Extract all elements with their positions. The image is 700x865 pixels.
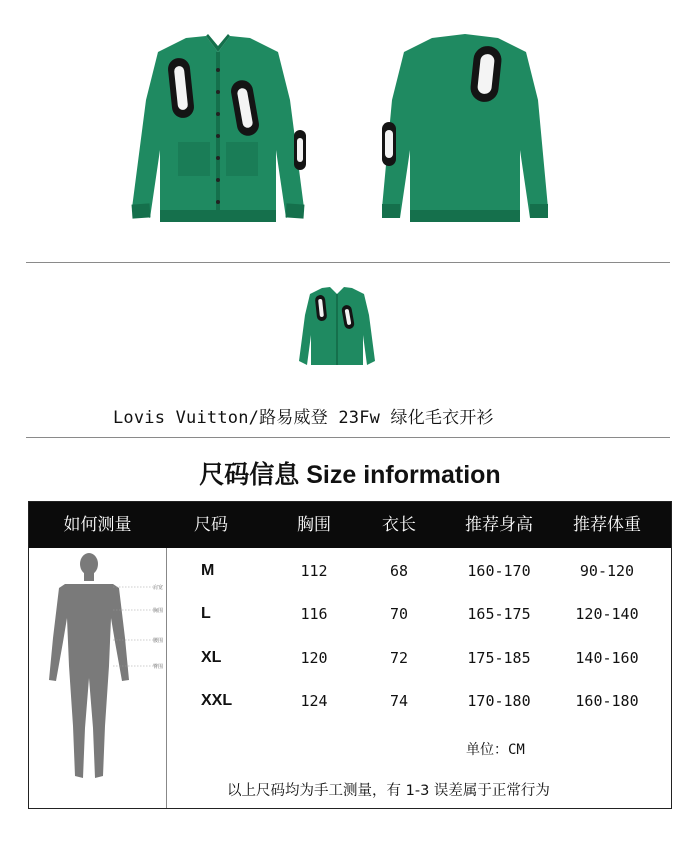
row-l-height: 165-175: [467, 605, 531, 623]
size-table-header: [29, 502, 671, 548]
row-xl-length: 72: [389, 649, 409, 667]
row-l-chest: 116: [300, 605, 328, 623]
back-view-photo: [380, 30, 550, 230]
section-divider: [26, 437, 670, 438]
row-xxl-weight: 160-180: [575, 692, 639, 710]
header-chest: 胸围: [297, 515, 331, 535]
row-xl-size: XL: [201, 649, 222, 666]
header-how-to-measure: 如何测量: [63, 515, 132, 535]
row-xxl-height: 170-180: [467, 692, 531, 710]
figure-label-hip: 臀围: [153, 664, 164, 670]
section-divider: [26, 262, 670, 263]
product-title: Lovis Vuitton/路易威登 23Fw 绿化毛衣开衫: [113, 408, 494, 428]
row-xl-weight: 140-160: [575, 649, 639, 667]
header-size: 尺码: [194, 515, 228, 535]
unit-note: 单位：CM: [466, 742, 525, 758]
thumbnail-photo: [298, 285, 376, 367]
row-xxl-chest: 124: [300, 692, 328, 710]
row-xl-chest: 120: [300, 649, 328, 667]
figure-label-shoulder: 肩宽: [153, 585, 164, 591]
row-m-weight: 90-120: [579, 562, 635, 580]
row-l-length: 70: [389, 605, 409, 623]
measurement-figure-cell: [29, 548, 167, 808]
row-m-height: 160-170: [467, 562, 531, 580]
measurement-note: 以上尺码均为手工测量，有 1-3 误差属于正常行为: [227, 783, 550, 799]
header-height: 推荐身高: [465, 515, 533, 535]
row-m-chest: 112: [300, 562, 328, 580]
row-xxl-size: XXL: [201, 692, 233, 709]
size-info-heading: 尺码信息 Size information: [199, 461, 501, 489]
size-table: [28, 501, 672, 809]
row-m-length: 68: [389, 562, 409, 580]
row-m-size: M: [201, 562, 215, 579]
row-xxl-length: 74: [389, 692, 409, 710]
row-xl-height: 175-185: [467, 649, 531, 667]
human-figure-illustration: [29, 548, 166, 808]
figure-label-waist: 腰围: [153, 638, 164, 644]
header-length: 衣长: [382, 515, 416, 535]
row-l-weight: 120-140: [575, 605, 639, 623]
row-l-size: L: [201, 605, 211, 622]
header-weight: 推荐体重: [573, 515, 641, 535]
front-view-photo: [128, 30, 308, 230]
figure-label-chest: 胸围: [153, 608, 164, 614]
